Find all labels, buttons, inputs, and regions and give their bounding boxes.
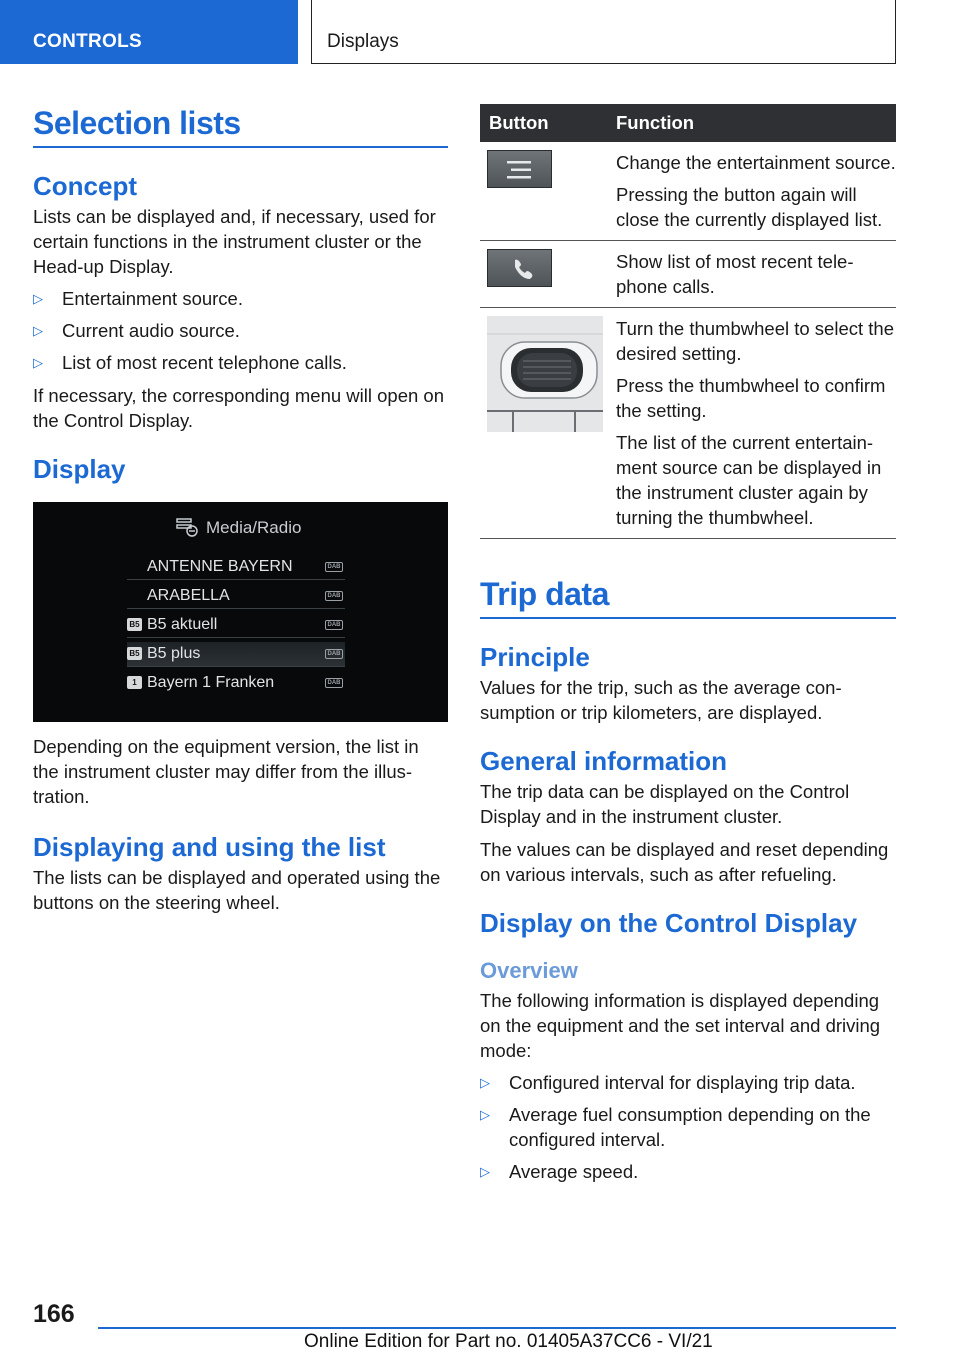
preset-badge: 1 xyxy=(127,676,142,689)
section-heading-selection-lists: Selection lists xyxy=(33,104,448,148)
function-text: Change the entertainment source. xyxy=(616,152,896,173)
heading-concept: Concept xyxy=(33,171,137,201)
list-item: ▷ Configured interval for displaying trip data. xyxy=(480,1072,856,1093)
section-heading-trip-data: Trip data xyxy=(480,575,896,619)
dab-badge: DAB xyxy=(325,562,343,572)
dab-badge: DAB xyxy=(325,591,343,601)
heading-displaying-using: Displaying and using the list xyxy=(33,832,386,862)
preset-badge: B5 xyxy=(127,647,142,660)
list-item: ▷ Entertainment source. xyxy=(33,288,243,309)
footer-edition: Online Edition for Part no. 01405A37CC6 - VI/21 xyxy=(304,1331,713,1352)
triangle-bullet-icon: ▷ xyxy=(33,323,43,338)
general-text-2: The values can be displayed and reset depending on various intervals, such as after refueling. xyxy=(480,839,889,885)
dab-badge: DAB xyxy=(325,649,343,659)
list-item: ▷ Current audio source. xyxy=(33,320,240,341)
chapter-title: Displays xyxy=(311,0,896,64)
list-item: ▷ List of most recent telephone calls. xyxy=(33,352,347,373)
station-row: ANTENNE BAYERN DAB xyxy=(127,555,345,580)
heading-display-control-display: Display on the Control Display xyxy=(480,908,858,938)
triangle-bullet-icon: ▷ xyxy=(480,1164,490,1179)
list-item: ▷ Average speed. xyxy=(480,1161,639,1182)
table-row xyxy=(480,308,896,539)
concept-list xyxy=(33,286,448,375)
table-row xyxy=(480,142,896,241)
function-text: Press the thumbwheel to confirm the setting. xyxy=(616,375,886,421)
function-text: The list of the current entertainment source can be displayed in the instrument cluster again by turning the thumbwheel. xyxy=(616,432,882,528)
station-row-selected: B5 B5 plus DAB xyxy=(127,642,345,667)
triangle-bullet-icon: ▷ xyxy=(480,1107,490,1122)
dab-badge: DAB xyxy=(325,620,343,630)
using-text: The lists can be displayed and operated using the buttons on the steering wheel. xyxy=(33,867,441,913)
station-row: 1 Bayern 1 Franken DAB xyxy=(127,671,345,696)
column-header-button: Button xyxy=(480,104,604,142)
triangle-bullet-icon: ▷ xyxy=(33,355,43,370)
media-radio-screenshot xyxy=(33,502,448,722)
principle-text: Values for the trip, such as the average consumption or trip kilometers, are displayed. xyxy=(480,677,842,723)
overview-list xyxy=(480,1070,896,1184)
left-column xyxy=(33,104,448,915)
heading-display: Display xyxy=(33,454,126,484)
list-icon xyxy=(487,150,552,188)
list-item: ▷ Average fuel consumption depending on the configured interval. xyxy=(480,1104,871,1150)
concept-after-text: If necessary, the corresponding menu will open on the Control Display. xyxy=(33,385,445,431)
page-number: 166 xyxy=(33,1300,75,1328)
station-row: ARABELLA DAB xyxy=(127,584,345,609)
display-text: Depending on the equipment version, the list in the instrument cluster may differ from the illustration. xyxy=(33,736,419,807)
column-header-function: Function xyxy=(604,104,896,142)
section-tab: CONTROLS xyxy=(0,0,298,64)
media-radio-icon xyxy=(175,516,199,538)
general-text-1: The trip data can be displayed on the Control Display and in the instrument cluster. xyxy=(480,781,850,827)
function-text: Pressing the button again will close the currently displayed list. xyxy=(616,184,883,230)
triangle-bullet-icon: ▷ xyxy=(33,291,43,306)
table-row xyxy=(480,241,896,308)
button-function-table xyxy=(480,104,896,539)
thumbwheel-icon xyxy=(487,316,603,432)
heading-general-information: General information xyxy=(480,746,728,776)
heading-overview: Overview xyxy=(480,958,578,983)
function-text: Show list of most recent telephone calls. xyxy=(616,251,854,297)
screen-title: Media/Radio xyxy=(206,518,302,537)
overview-text: The following information is displayed depending on the equipment and the set interval and driving mode: xyxy=(480,990,881,1061)
table-header-row xyxy=(480,104,896,142)
station-row: B5 B5 aktuell DAB xyxy=(127,613,345,638)
concept-text: Lists can be displayed and, if necessary, used for certain functions in the instrument cluster or the Head-up Display. xyxy=(33,206,436,277)
heading-principle: Principle xyxy=(480,642,590,672)
footer-divider xyxy=(98,1327,896,1329)
dab-badge: DAB xyxy=(325,678,343,688)
preset-badge: B5 xyxy=(127,618,142,631)
phone-icon xyxy=(487,249,552,287)
right-column xyxy=(480,104,896,1184)
triangle-bullet-icon: ▷ xyxy=(480,1075,490,1090)
function-text: Turn the thumbwheel to select the desired setting. xyxy=(616,318,894,364)
